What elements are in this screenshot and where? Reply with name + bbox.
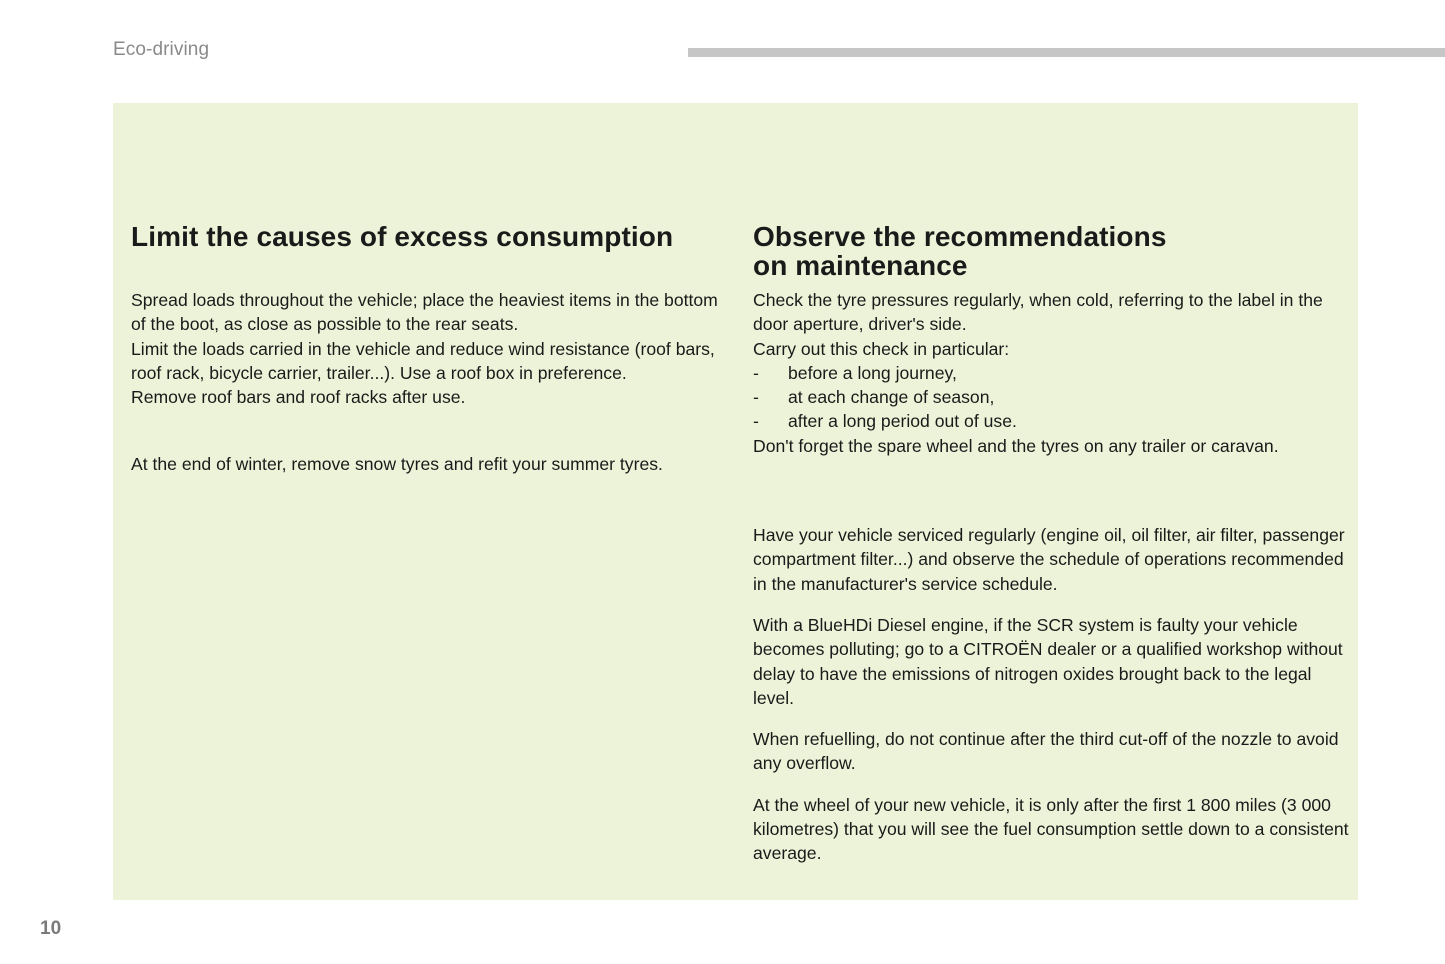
tyre-paragraph: Don't forget the spare wheel and the tyres on any trailer or caravan. xyxy=(753,435,1279,456)
left-heading: Limit the causes of excess consumption xyxy=(131,221,674,252)
right-paragraph: With a BlueHDi Diesel engine, if the SCR system is faulty your vehicle becomes polluting; go to a CITROËN dealer or a qualified workshop without delay to have the emissions of nitrogen oxides brought back to the legal level. xyxy=(753,614,1343,708)
left-paragraph: Spread loads throughout the vehicle; place the heaviest items in the bottom of the boot, as close as possible to the rear seats. xyxy=(131,290,718,335)
list-item xyxy=(753,409,1353,433)
tyre-check-list xyxy=(753,361,1353,434)
list-item-text: before a long journey, xyxy=(788,362,957,383)
right-heading-line2: on maintenance xyxy=(753,250,968,281)
list-item-text: at each change of season, xyxy=(788,387,995,408)
section-label: Eco-driving xyxy=(113,39,210,60)
left-paragraph: Limit the loads carried in the vehicle and reduce wind resistance (roof bars, roof rack, bicycle carrier, trailer...). Use a roof box in preference. xyxy=(131,338,715,383)
right-paragraph: At the wheel of your new vehicle, it is only after the first 1 800 miles (3 000 kilometres) that you will see the fuel consumption settle down to a consistent average. xyxy=(753,794,1349,864)
dash-bullet: - xyxy=(753,362,759,383)
right-paragraph: When refuelling, do not continue after the third cut-off of the nozzle to avoid any overflow. xyxy=(753,729,1339,774)
dash-bullet: - xyxy=(753,387,759,408)
header-rule xyxy=(688,48,1445,57)
list-item-text: after a long period out of use. xyxy=(788,411,1017,432)
list-item xyxy=(753,385,1353,409)
left-column xyxy=(131,222,721,477)
right-heading-line1: Observe the recommendations xyxy=(753,221,1167,252)
dash-bullet: - xyxy=(753,411,759,432)
maintenance-block xyxy=(753,523,1353,866)
list-item xyxy=(753,361,1353,385)
right-heading xyxy=(753,222,1353,280)
page-number: 10 xyxy=(40,918,62,939)
left-paragraph: At the end of winter, remove snow tyres and refit your summer tyres. xyxy=(131,454,663,475)
tyre-paragraph: Check the tyre pressures regularly, when cold, referring to the label in the door aperture, driver's side. xyxy=(753,290,1323,335)
tyre-paragraph: Carry out this check in particular: xyxy=(753,338,1010,359)
right-paragraph: Have your vehicle serviced regularly (engine oil, oil filter, air filter, passenger compartment filter...) and observe the schedule of operations recommended in the manufacturer's service schedule. xyxy=(753,525,1345,594)
left-paragraph: Remove roof bars and roof racks after use. xyxy=(131,387,466,408)
right-column xyxy=(753,222,1353,866)
